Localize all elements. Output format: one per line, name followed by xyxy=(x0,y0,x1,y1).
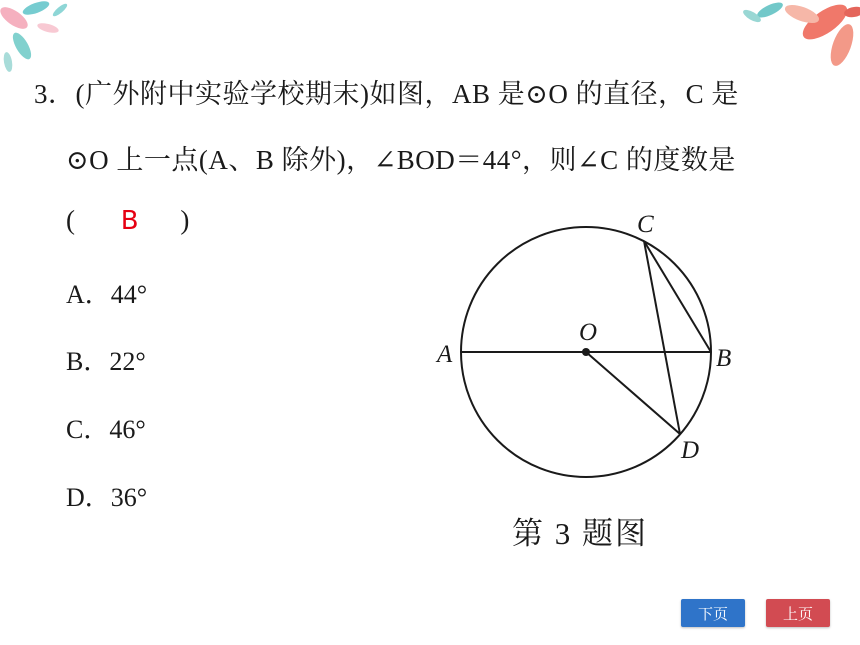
next-page-button[interactable]: 下页 xyxy=(681,599,745,627)
label-c: C xyxy=(637,211,654,238)
question-line-2: ⊙O 上一点(A、B 除外)，∠BOD＝44°，则∠C 的度数是 xyxy=(66,145,736,175)
figure-caption: 第 3 题图 xyxy=(512,516,648,551)
center-point-o xyxy=(582,348,590,356)
option-a: A．44° xyxy=(66,280,148,309)
answer-text: B xyxy=(120,206,140,236)
segment-od xyxy=(586,352,680,434)
answer-bracket xyxy=(66,205,190,236)
label-b: B xyxy=(716,345,732,372)
segment-cb xyxy=(644,241,711,352)
question-line-1: 3．(广外附中实验学校期末)如图，AB 是⊙O 的直径，C 是 xyxy=(34,79,739,109)
label-d: D xyxy=(681,437,700,464)
prev-page-button[interactable]: 上页 xyxy=(766,599,830,627)
bracket-open: ( xyxy=(66,205,76,235)
option-d: D．36° xyxy=(66,483,148,512)
segment-cd xyxy=(644,241,680,434)
option-b: B．22° xyxy=(66,347,146,376)
label-a: A xyxy=(437,341,453,368)
top-right-leaf-decoration xyxy=(730,0,860,80)
bracket-close: ) xyxy=(180,205,190,235)
option-c: C．46° xyxy=(66,415,146,444)
circle-o xyxy=(461,227,711,477)
label-o: O xyxy=(579,319,598,346)
